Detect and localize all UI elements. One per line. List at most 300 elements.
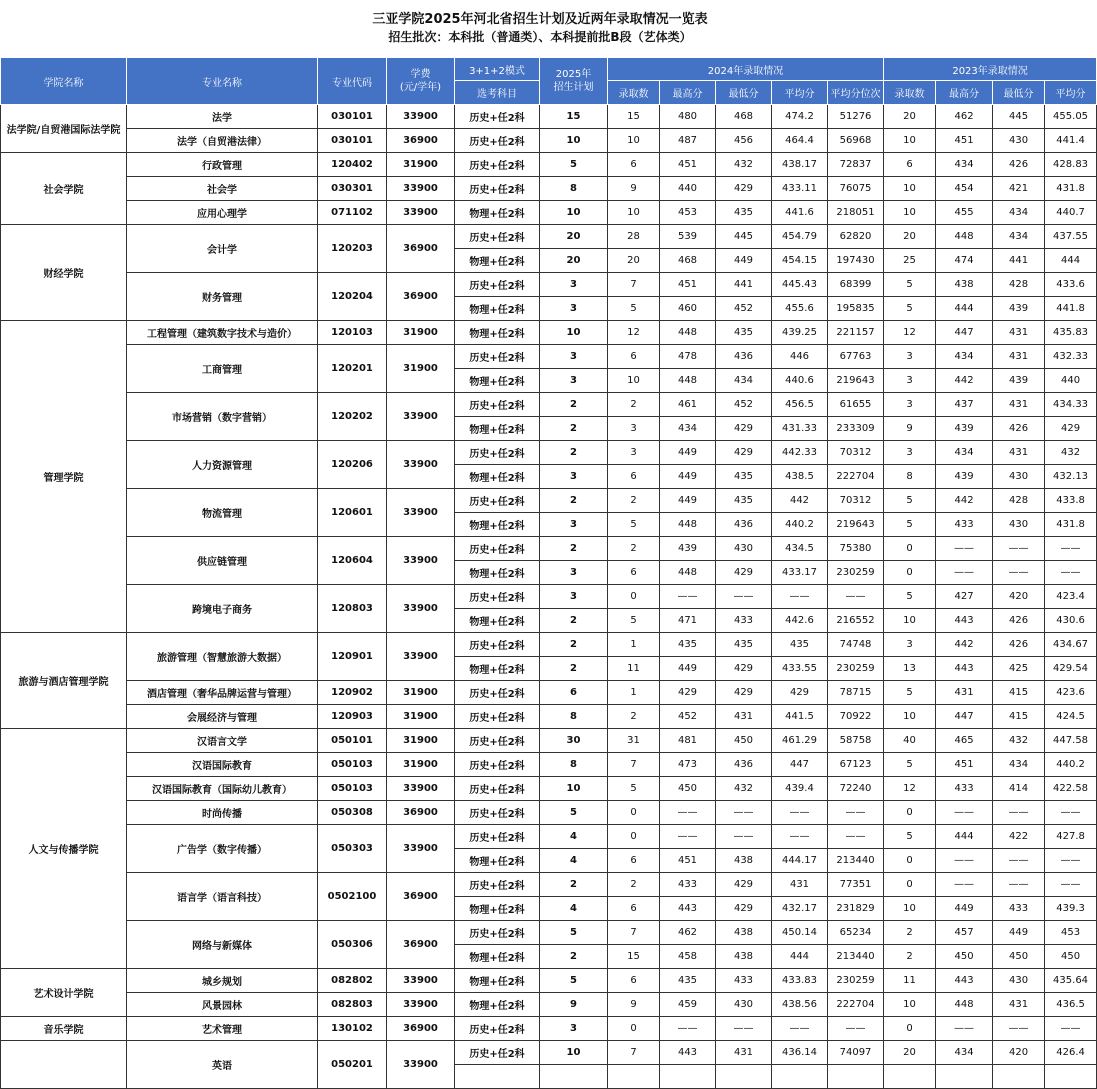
max-2023-cell: —— [936,801,993,825]
min-2024-cell: 449 [716,249,772,273]
min-2023-cell: —— [993,1017,1045,1041]
min-2023-cell: 445 [993,105,1045,129]
subject-cell: 历史+任2科 [455,705,540,729]
avg-2024-cell: 440.2 [772,513,828,537]
avg-2024-cell: 432.17 [772,897,828,921]
avg-2023-cell [1045,1065,1097,1089]
major-fee-cell: 36900 [387,921,455,969]
avg-2024-cell: 456.5 [772,393,828,417]
avg-2024-cell: 439.4 [772,777,828,801]
major-code-cell: 050103 [318,753,387,777]
table-row [1,753,1097,777]
rank-2024-cell: —— [828,801,884,825]
table-row [1,873,1097,897]
enroll-2024-cell: 7 [608,1041,660,1065]
subject-cell: 历史+任2科 [455,633,540,657]
major-name-cell: 城乡规划 [127,969,318,993]
min-2023-cell: 432 [993,729,1045,753]
subject-cell: 历史+任2科 [455,1041,540,1065]
major-code-cell: 120201 [318,345,387,393]
max-2024-cell: 481 [660,729,716,753]
subject-cell: 物理+任2科 [455,945,540,969]
enroll-2024-cell: 2 [608,393,660,417]
enroll-2024-cell: 11 [608,657,660,681]
avg-2024-cell: 438.17 [772,153,828,177]
max-2024-cell: 487 [660,129,716,153]
avg-2023-cell: 432.33 [1045,345,1097,369]
plan-cell: 5 [540,153,608,177]
avg-2023-cell: 434.33 [1045,393,1097,417]
min-2023-cell: 426 [993,633,1045,657]
max-2024-cell: 478 [660,345,716,369]
enroll-2023-cell: 10 [884,993,936,1017]
title-block [0,0,1080,57]
subject-cell: 历史+任2科 [455,801,540,825]
min-2023-cell: 434 [993,225,1045,249]
major-fee-cell: 31900 [387,681,455,705]
rank-2024-cell: 72837 [828,153,884,177]
major-code-cell: 030101 [318,105,387,129]
enroll-2023-cell [884,1065,936,1089]
min-2023-cell: 415 [993,681,1045,705]
major-fee-cell: 36900 [387,873,455,921]
subject-cell: 历史+任2科 [455,585,540,609]
min-2024-cell: 429 [716,441,772,465]
enroll-2023-cell: 10 [884,201,936,225]
min-2023-cell: 441 [993,249,1045,273]
table-row [1,177,1097,201]
min-2023-cell: 449 [993,921,1045,945]
enroll-2024-cell: 20 [608,249,660,273]
plan-cell: 3 [540,345,608,369]
rank-2024-cell: 213440 [828,945,884,969]
avg-2023-cell: —— [1045,873,1097,897]
college-cell [1,1041,127,1089]
enroll-2023-cell: 0 [884,873,936,897]
table-row [1,729,1097,753]
avg-2023-cell: 426.4 [1045,1041,1097,1065]
table-row [1,345,1097,369]
header-2023-avg: 平均分 [1045,81,1097,105]
major-name-cell: 风景园林 [127,993,318,1017]
min-2024-cell: 456 [716,129,772,153]
subject-cell: 物理+任2科 [455,513,540,537]
major-name-cell: 人力资源管理 [127,441,318,489]
major-name-cell: 工商管理 [127,345,318,393]
min-2024-cell: 445 [716,225,772,249]
major-code-cell: 071102 [318,201,387,225]
max-2024-cell: 435 [660,633,716,657]
avg-2023-cell: 453 [1045,921,1097,945]
subject-cell: 物理+任2科 [455,201,540,225]
min-2024-cell: 468 [716,105,772,129]
major-name-cell: 应用心理学 [127,201,318,225]
max-2023-cell: —— [936,849,993,873]
college-cell: 音乐学院 [1,1017,127,1041]
major-name-cell: 会计学 [127,225,318,273]
min-2024-cell: 438 [716,921,772,945]
min-2023-cell: 426 [993,417,1045,441]
min-2024-cell: 436 [716,345,772,369]
min-2024-cell: 433 [716,969,772,993]
avg-2024-cell: 441.5 [772,705,828,729]
enroll-2023-cell: 12 [884,777,936,801]
max-2024-cell: 539 [660,225,716,249]
min-2024-cell: 435 [716,489,772,513]
avg-2023-cell: 450 [1045,945,1097,969]
enroll-2024-cell: 6 [608,345,660,369]
rank-2024-cell: 230259 [828,969,884,993]
header-major: 专业名称 [127,58,318,105]
max-2023-cell: 438 [936,273,993,297]
rank-2024-cell: 62820 [828,225,884,249]
max-2024-cell: 448 [660,561,716,585]
avg-2024-cell: 474.2 [772,105,828,129]
min-2024-cell: 431 [716,1041,772,1065]
subject-cell: 历史+任2科 [455,153,540,177]
avg-2023-cell: 422.58 [1045,777,1097,801]
subject-cell: 历史+任2科 [455,537,540,561]
rank-2024-cell: 70312 [828,489,884,513]
enroll-2023-cell: 5 [884,585,936,609]
avg-2023-cell: 441.4 [1045,129,1097,153]
max-2024-cell: 443 [660,897,716,921]
rank-2024-cell: 216552 [828,609,884,633]
min-2023-cell: 434 [993,753,1045,777]
subject-cell: 物理+任2科 [455,417,540,441]
min-2024-cell: 432 [716,777,772,801]
max-2023-cell: 444 [936,825,993,849]
max-2024-cell: 449 [660,657,716,681]
avg-2023-cell: 423.6 [1045,681,1097,705]
max-2024-cell: 433 [660,873,716,897]
plan-cell: 3 [540,273,608,297]
max-2023-cell: 443 [936,969,993,993]
major-name-cell: 语言学（语言科技） [127,873,318,921]
table-row [1,633,1097,657]
major-code-cell: 120901 [318,633,387,681]
max-2023-cell: 448 [936,225,993,249]
rank-2024-cell: 61655 [828,393,884,417]
major-name-cell: 社会学 [127,177,318,201]
enroll-2024-cell: 5 [608,609,660,633]
avg-2024-cell: 433.55 [772,657,828,681]
major-fee-cell: 33900 [387,489,455,537]
max-2023-cell: 447 [936,705,993,729]
major-code-cell: 120803 [318,585,387,633]
enroll-2024-cell: 6 [608,465,660,489]
plan-cell: 3 [540,585,608,609]
plan-cell: 2 [540,441,608,465]
enroll-2024-cell: 2 [608,537,660,561]
rank-2024-cell: 67763 [828,345,884,369]
max-2024-cell: 458 [660,945,716,969]
plan-cell: 10 [540,777,608,801]
major-name-cell: 法学（自贸港法律） [127,129,318,153]
subject-cell: 历史+任2科 [455,777,540,801]
min-2023-cell: 420 [993,1041,1045,1065]
min-2024-cell: 429 [716,873,772,897]
enroll-2023-cell: 8 [884,465,936,489]
admission-table [0,57,1097,1089]
min-2023-cell: 430 [993,513,1045,537]
enroll-2023-cell: 5 [884,681,936,705]
rank-2024-cell: 70922 [828,705,884,729]
enroll-2023-cell: 12 [884,321,936,345]
min-2023-cell: —— [993,801,1045,825]
subject-cell: 物理+任2科 [455,297,540,321]
plan-cell: 2 [540,945,608,969]
avg-2024-cell: 442.33 [772,441,828,465]
avg-2023-cell: 436.5 [1045,993,1097,1017]
plan-cell: 5 [540,969,608,993]
plan-cell: 30 [540,729,608,753]
enroll-2023-cell: 5 [884,489,936,513]
table-row [1,537,1097,561]
enroll-2023-cell: 6 [884,153,936,177]
major-name-cell: 汉语国际教育 [127,753,318,777]
min-2024-cell: 429 [716,177,772,201]
table-row [1,777,1097,801]
subject-cell: 物理+任2科 [455,897,540,921]
table-row [1,681,1097,705]
max-2024-cell: —— [660,801,716,825]
max-2024-cell: 448 [660,513,716,537]
avg-2024-cell: 447 [772,753,828,777]
avg-2024-cell: 450.14 [772,921,828,945]
min-2024-cell: —— [716,585,772,609]
min-2023-cell: 428 [993,273,1045,297]
avg-2024-cell: 442.6 [772,609,828,633]
rank-2024-cell: 219643 [828,513,884,537]
max-2024-cell: 435 [660,969,716,993]
enroll-2023-cell: 10 [884,609,936,633]
avg-2023-cell: 433.8 [1045,489,1097,513]
max-2023-cell: 439 [936,465,993,489]
enroll-2023-cell: 9 [884,417,936,441]
enroll-2023-cell: 3 [884,633,936,657]
plan-cell: 8 [540,753,608,777]
plan-cell: 8 [540,705,608,729]
avg-2023-cell: 433.6 [1045,273,1097,297]
table-row [1,921,1097,945]
plan-cell: 15 [540,105,608,129]
subject-cell: 历史+任2科 [455,921,540,945]
plan-cell: 5 [540,921,608,945]
major-fee-cell: 36900 [387,129,455,153]
major-fee-cell: 36900 [387,801,455,825]
enroll-2024-cell: 9 [608,177,660,201]
header-2024-avg: 平均分 [772,81,828,105]
plan-cell: 2 [540,657,608,681]
max-2024-cell: 453 [660,201,716,225]
major-name-cell: 会展经济与管理 [127,705,318,729]
max-2024-cell: 449 [660,465,716,489]
plan-cell: 4 [540,897,608,921]
min-2023-cell [993,1065,1045,1089]
min-2023-cell: —— [993,849,1045,873]
table-row [1,705,1097,729]
min-2023-cell: 430 [993,465,1045,489]
min-2024-cell: 434 [716,369,772,393]
table-row [1,801,1097,825]
min-2023-cell: 431 [993,345,1045,369]
major-fee-cell: 33900 [387,633,455,681]
subject-cell [455,1065,540,1089]
plan-cell: 10 [540,201,608,225]
enroll-2024-cell: 2 [608,705,660,729]
college-cell: 社会学院 [1,153,127,225]
major-code-cell: 120903 [318,705,387,729]
min-2023-cell: 433 [993,897,1045,921]
rank-2024-cell: 72240 [828,777,884,801]
major-name-cell: 工程管理（建筑数字技术与造价） [127,321,318,345]
max-2023-cell: 434 [936,345,993,369]
enroll-2023-cell: 5 [884,753,936,777]
major-code-cell: 120604 [318,537,387,585]
major-code-cell: 082803 [318,993,387,1017]
major-fee-cell: 31900 [387,321,455,345]
enroll-2024-cell: 6 [608,969,660,993]
avg-2023-cell: 440.2 [1045,753,1097,777]
avg-2024-cell: 431.33 [772,417,828,441]
table-row [1,441,1097,465]
enroll-2023-cell: 5 [884,273,936,297]
plan-cell: 8 [540,177,608,201]
plan-cell: 3 [540,369,608,393]
avg-2024-cell: 442 [772,489,828,513]
page-title: 三亚学院2025年河北省招生计划及近两年录取情况一览表 [372,12,708,27]
min-2024-cell: 429 [716,897,772,921]
major-fee-cell: 33900 [387,1041,455,1089]
college-cell: 艺术设计学院 [1,969,127,1017]
max-2024-cell: 459 [660,993,716,1017]
avg-2023-cell: 440 [1045,369,1097,393]
plan-cell: 5 [540,801,608,825]
table-row [1,825,1097,849]
min-2024-cell: 452 [716,393,772,417]
major-code-cell: 050201 [318,1041,387,1089]
enroll-2024-cell: 6 [608,849,660,873]
major-name-cell: 法学 [127,105,318,129]
min-2024-cell [716,1065,772,1089]
enroll-2024-cell: 10 [608,369,660,393]
max-2023-cell: —— [936,1017,993,1041]
college-cell: 法学院/自贸港国际法学院 [1,105,127,153]
rank-2024-cell: 76075 [828,177,884,201]
plan-cell: 20 [540,225,608,249]
subject-cell: 历史+任2科 [455,105,540,129]
min-2023-cell: —— [993,873,1045,897]
major-code-cell: 120204 [318,273,387,321]
rank-2024-cell: —— [828,1017,884,1041]
avg-2024-cell: 438.56 [772,993,828,1017]
plan-cell: 2 [540,537,608,561]
avg-2023-cell: 429 [1045,417,1097,441]
rank-2024-cell: 78715 [828,681,884,705]
header-2023-min: 最低分 [993,81,1045,105]
enroll-2023-cell: 3 [884,369,936,393]
avg-2023-cell: —— [1045,537,1097,561]
major-code-cell: 050308 [318,801,387,825]
max-2023-cell: 474 [936,249,993,273]
max-2023-cell: 443 [936,609,993,633]
major-fee-cell: 33900 [387,825,455,873]
table-row [1,321,1097,345]
enroll-2023-cell: 13 [884,657,936,681]
header-2024-max: 最高分 [660,81,716,105]
subject-cell: 物理+任2科 [455,369,540,393]
plan-cell: 4 [540,849,608,873]
avg-2024-cell: 433.83 [772,969,828,993]
major-fee-cell: 33900 [387,537,455,585]
enroll-2023-cell: 40 [884,729,936,753]
major-name-cell: 汉语言文学 [127,729,318,753]
subject-cell: 物理+任2科 [455,969,540,993]
avg-2024-cell: 444.17 [772,849,828,873]
major-fee-cell: 33900 [387,105,455,129]
min-2023-cell: 414 [993,777,1045,801]
subject-cell: 物理+任2科 [455,609,540,633]
enroll-2024-cell: 10 [608,201,660,225]
max-2023-cell: 448 [936,993,993,1017]
rank-2024-cell: 219643 [828,369,884,393]
major-fee-cell: 31900 [387,345,455,393]
major-fee-cell: 31900 [387,753,455,777]
rank-2024-cell: 197430 [828,249,884,273]
enroll-2023-cell: 0 [884,537,936,561]
major-name-cell: 英语 [127,1041,318,1089]
min-2023-cell: 434 [993,201,1045,225]
max-2024-cell: 429 [660,681,716,705]
max-2024-cell [660,1065,716,1089]
avg-2023-cell: 432.13 [1045,465,1097,489]
max-2023-cell: 434 [936,1041,993,1065]
avg-2023-cell: 431.8 [1045,177,1097,201]
max-2023-cell: 451 [936,753,993,777]
header-2024-enroll: 录取数 [608,81,660,105]
max-2024-cell: 468 [660,249,716,273]
subject-cell: 历史+任2科 [455,393,540,417]
rank-2024-cell: 51276 [828,105,884,129]
major-name-cell: 汉语国际教育（国际幼儿教育） [127,777,318,801]
avg-2023-cell: 440.7 [1045,201,1097,225]
max-2023-cell: 457 [936,921,993,945]
min-2024-cell: 431 [716,705,772,729]
enroll-2024-cell: 3 [608,441,660,465]
max-2023-cell: 439 [936,417,993,441]
max-2023-cell: 442 [936,633,993,657]
min-2023-cell: 421 [993,177,1045,201]
rank-2024-cell: 74097 [828,1041,884,1065]
avg-2024-cell: 433.11 [772,177,828,201]
subject-cell: 历史+任2科 [455,489,540,513]
major-fee-cell: 33900 [387,777,455,801]
plan-cell: 3 [540,297,608,321]
min-2023-cell: 415 [993,705,1045,729]
avg-2024-cell: 441.6 [772,201,828,225]
avg-2024-cell [772,1065,828,1089]
enroll-2023-cell: 5 [884,513,936,537]
enroll-2024-cell: 0 [608,801,660,825]
major-code-cell: 050101 [318,729,387,753]
major-fee-cell: 33900 [387,201,455,225]
major-fee-cell: 31900 [387,153,455,177]
max-2023-cell: —— [936,561,993,585]
rank-2024-cell: 213440 [828,849,884,873]
enroll-2023-cell: 0 [884,801,936,825]
avg-2024-cell: 433.17 [772,561,828,585]
